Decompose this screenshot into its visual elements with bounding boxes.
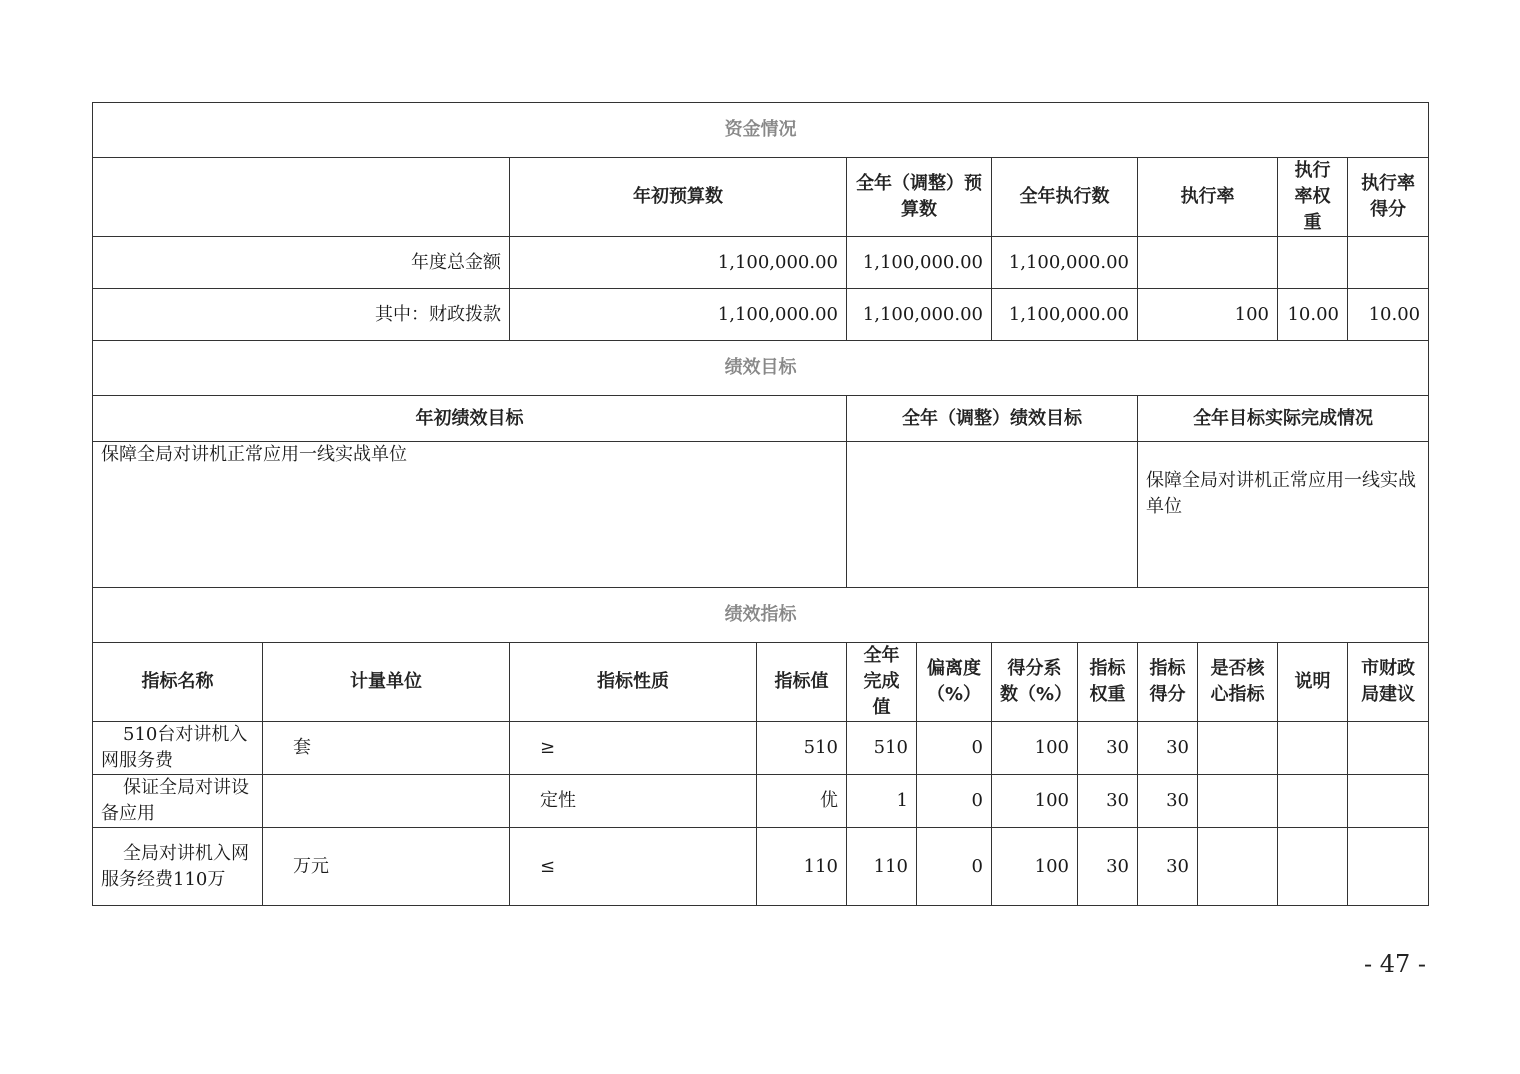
funds-rate-score: 10.00 [1348, 289, 1429, 341]
header-indicator-name: 指标名称 [93, 643, 263, 722]
header-adjusted-goal: 全年（调整）绩效目标 [847, 396, 1138, 442]
funds-exec-rate: 100 [1138, 289, 1278, 341]
indicator-deviation: 0 [917, 828, 992, 906]
indicator-nature: ≤ [510, 828, 757, 906]
page-number: - 47 - [1363, 950, 1426, 978]
indicator-name: 全局对讲机入网服务经费110万 [93, 828, 263, 906]
header-initial-goal: 年初绩效目标 [93, 396, 847, 442]
funds-adjusted-budget: 1,100,000.00 [847, 289, 992, 341]
indicators-section-title: 绩效指标 [93, 588, 1429, 643]
goals-section-title: 绩效目标 [93, 341, 1429, 396]
header-initial-budget: 年初预算数 [510, 158, 847, 237]
indicator-completed: 1 [847, 775, 917, 828]
funds-rate-score [1348, 237, 1429, 289]
indicator-score: 30 [1138, 722, 1198, 775]
indicator-advice [1348, 775, 1429, 828]
indicator-nature: 定性 [510, 775, 757, 828]
indicator-value: 优 [757, 775, 847, 828]
indicator-core [1198, 828, 1278, 906]
header-exec-rate: 执行率 [1138, 158, 1278, 237]
indicator-nature: ≥ [510, 722, 757, 775]
header-unit: 计量单位 [263, 643, 510, 722]
header-note: 说明 [1278, 643, 1348, 722]
indicator-unit: 万元 [263, 828, 510, 906]
funds-initial-budget: 1,100,000.00 [510, 237, 847, 289]
actual-goal-text: 保障全局对讲机正常应用一线实战单位 [1138, 442, 1429, 588]
header-core: 是否核心指标 [1198, 643, 1278, 722]
indicator-completed: 110 [847, 828, 917, 906]
funds-rate-weight: 10.00 [1278, 289, 1348, 341]
indicator-name: 510台对讲机入网服务费 [93, 722, 263, 775]
header-rate-score: 执行率得分 [1348, 158, 1429, 237]
indicator-weight: 30 [1078, 828, 1138, 906]
indicator-deviation: 0 [917, 775, 992, 828]
header-executed: 全年执行数 [992, 158, 1138, 237]
funds-row-label: 年度总金额 [93, 237, 510, 289]
header-score: 指标得分 [1138, 643, 1198, 722]
header-deviation: 偏离度（%） [917, 643, 992, 722]
header-actual-goal: 全年目标实际完成情况 [1138, 396, 1429, 442]
indicator-completed: 510 [847, 722, 917, 775]
indicator-name: 保证全局对讲设备应用 [93, 775, 263, 828]
funds-header-blank [93, 158, 510, 237]
indicator-score: 30 [1138, 775, 1198, 828]
indicator-unit [263, 775, 510, 828]
indicator-note [1278, 775, 1348, 828]
indicator-value: 110 [757, 828, 847, 906]
indicator-note [1278, 722, 1348, 775]
funds-adjusted-budget: 1,100,000.00 [847, 237, 992, 289]
indicator-weight: 30 [1078, 722, 1138, 775]
funds-executed: 1,100,000.00 [992, 289, 1138, 341]
funds-section-title: 资金情况 [93, 103, 1429, 158]
funds-exec-rate [1138, 237, 1278, 289]
header-rate-weight: 执行率权重 [1278, 158, 1348, 237]
indicator-coefficient: 100 [992, 722, 1078, 775]
performance-table [92, 102, 1429, 906]
header-coefficient: 得分系数（%） [992, 643, 1078, 722]
header-weight: 指标权重 [1078, 643, 1138, 722]
funds-executed: 1,100,000.00 [992, 237, 1138, 289]
initial-goal-text: 保障全局对讲机正常应用一线实战单位 [93, 442, 847, 588]
indicator-coefficient: 100 [992, 775, 1078, 828]
adjusted-goal-text [847, 442, 1138, 588]
header-adjusted-budget: 全年（调整）预算数 [847, 158, 992, 237]
funds-rate-weight [1278, 237, 1348, 289]
indicator-score: 30 [1138, 828, 1198, 906]
header-nature: 指标性质 [510, 643, 757, 722]
indicator-deviation: 0 [917, 722, 992, 775]
indicator-coefficient: 100 [992, 828, 1078, 906]
indicator-note [1278, 828, 1348, 906]
indicator-value: 510 [757, 722, 847, 775]
indicator-weight: 30 [1078, 775, 1138, 828]
header-value: 指标值 [757, 643, 847, 722]
header-advice: 市财政局建议 [1348, 643, 1429, 722]
indicator-core [1198, 775, 1278, 828]
indicator-unit: 套 [263, 722, 510, 775]
indicator-core [1198, 722, 1278, 775]
indicator-advice [1348, 828, 1429, 906]
header-completed: 全年完成值 [847, 643, 917, 722]
funds-row-label: 其中：财政拨款 [93, 289, 510, 341]
indicator-advice [1348, 722, 1429, 775]
funds-initial-budget: 1,100,000.00 [510, 289, 847, 341]
